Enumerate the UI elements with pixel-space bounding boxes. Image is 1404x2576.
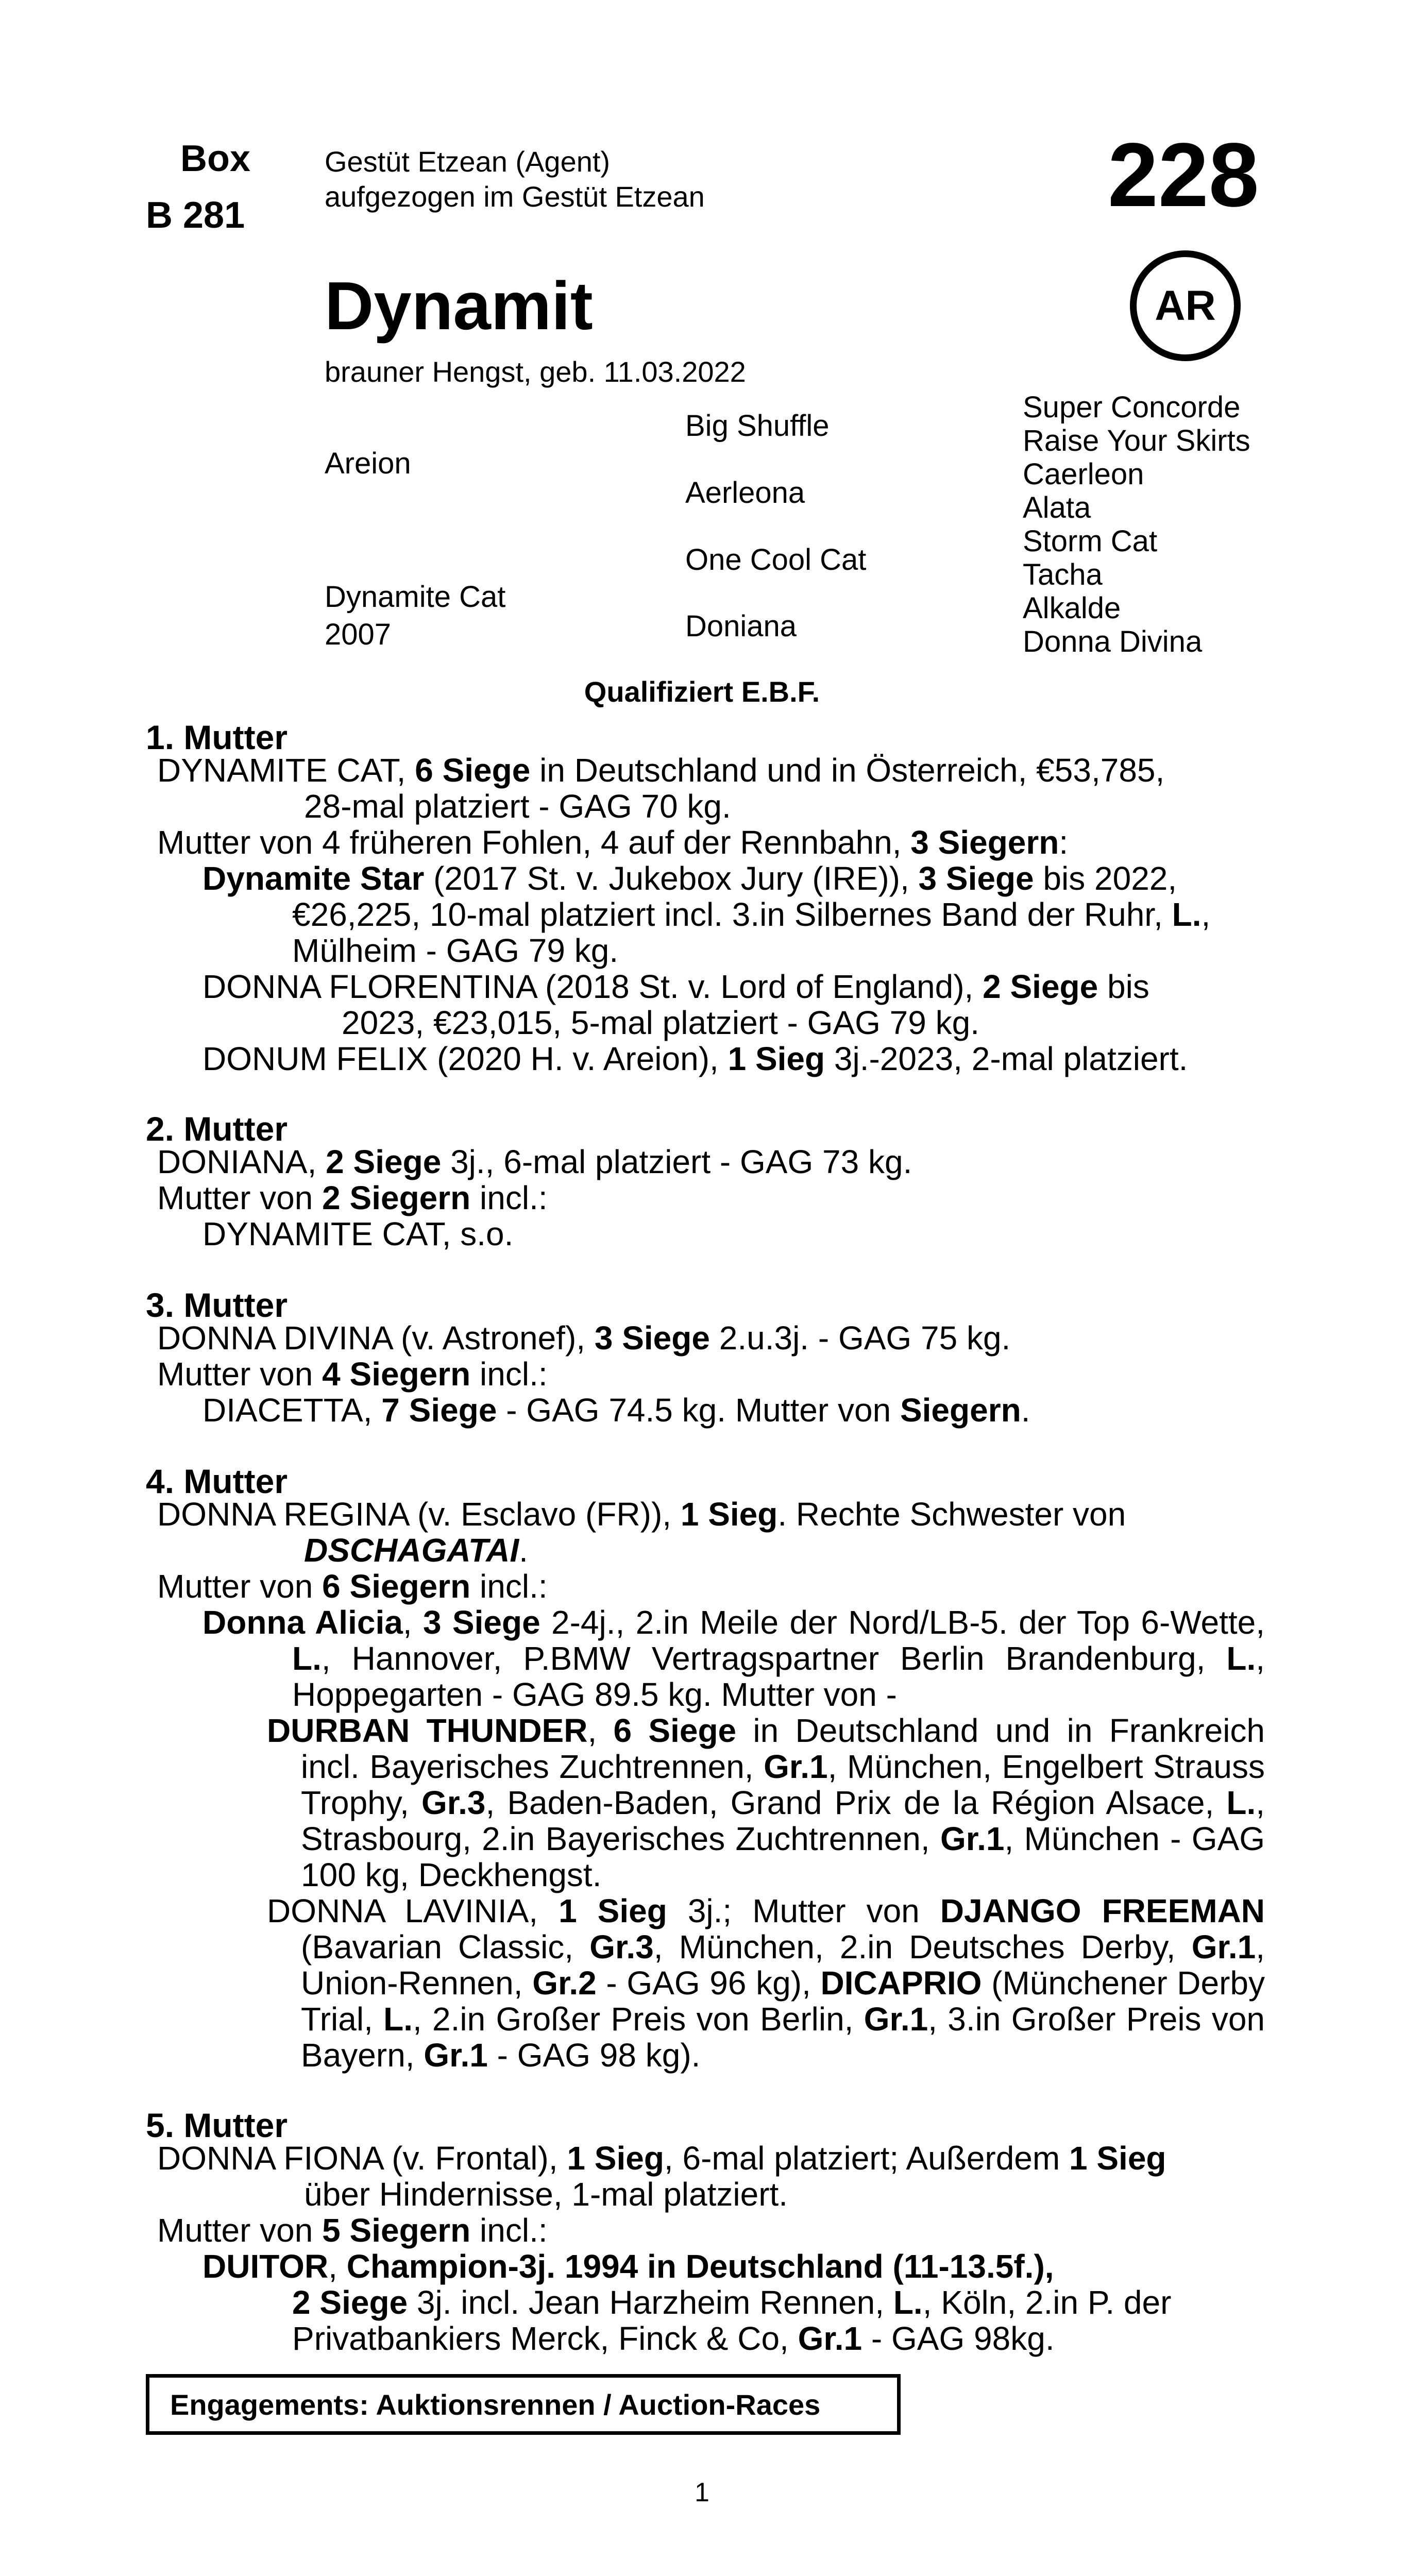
family-entry: DURBAN THUNDER, 6 Siege in Deutschland und in Frankreich incl. Bayerisches Zuchtrennen, Gr.1, München, Engelbert Strauss Trophy, Gr.3, Baden-Baden, Grand Prix de la Région Alsace, L., Strasbourg, 2.in Bayerisches Zuchtrennen, Gr.1, München - GAG 100 kg, Deckhengst. — [267, 1712, 1265, 1893]
pedigree-dam: Dynamite Cat — [325, 580, 506, 614]
family-entry: DONUM FELIX (2020 H. v. Areion), 1 Sieg 3j.-2023, 2-mal platziert. — [202, 1040, 1188, 1077]
pedigree-gen3-item: Tacha — [1023, 558, 1103, 591]
family-entry: Mutter von 4 früheren Fohlen, 4 auf der Rennbahn, 3 Siegern: — [157, 824, 1069, 861]
pedigree-gen3-item: Super Concorde — [1023, 391, 1241, 424]
engagements-box — [146, 2374, 901, 2435]
family-entry: DONNA FLORENTINA (2018 St. v. Lord of England), 2 Siege bis 2023, €23,015, 5-mal platziert - GAG 79 kg. — [202, 968, 1149, 1041]
page-number: 1 — [695, 2478, 709, 2507]
pedigree-gen3-item: Alata — [1023, 491, 1091, 524]
qualification: Qualifiziert E.B.F. — [584, 675, 820, 708]
lot-number: 228 — [1108, 125, 1259, 226]
section-title: 5. Mutter — [146, 2106, 288, 2144]
pedigree-gen3-item: Raise Your Skirts — [1023, 424, 1250, 457]
family-entry: DONNA REGINA (v. Esclavo (FR)), 1 Sieg. Rechte Schwester von DSCHAGATAI. — [157, 1496, 1126, 1569]
pedigree-gen3-item: Alkalde — [1023, 591, 1121, 625]
section-title: 2. Mutter — [146, 1110, 288, 1148]
family-entry: Mutter von 4 Siegern incl.: — [157, 1355, 548, 1393]
ar-badge — [1130, 250, 1241, 361]
pedigree-gen3-item: Donna Divina — [1023, 625, 1203, 658]
pedigree-dam-year: 2007 — [325, 618, 392, 651]
family-entry: Donna Alicia, 3 Siege 2-4j., 2.in Meile der Nord/LB-5. der Top 6-Wette, L., Hannover, P.BMW Vertragspartner Berlin Brandenburg, L., Hoppegarten - GAG 89.5 kg. Mutter von - — [202, 1604, 1265, 1713]
box-label: Box — [180, 138, 251, 179]
section-title: 3. Mutter — [146, 1286, 288, 1324]
family-entry: DONNA DIVINA (v. Astronef), 3 Siege 2.u.3j. - GAG 75 kg. — [157, 1319, 1011, 1357]
section-title: 4. Mutter — [146, 1462, 288, 1500]
engagements-text: Engagements: Auktionsrennen / Auction-Races — [170, 2388, 821, 2421]
horse-name: Dynamit — [325, 268, 593, 344]
pedigree-gen2-item: One Cool Cat — [685, 543, 867, 577]
pedigree-gen3-item: Caerleon — [1023, 457, 1144, 491]
section-title: 1. Mutter — [146, 718, 288, 756]
family-entry: Dynamite Star (2017 St. v. Jukebox Jury (IRE)), 3 Siege bis 2022, €26,225, 10-mal platziert incl. 3.in Silbernes Band der Ruhr, L., Mülheim - GAG 79 kg. — [202, 860, 1211, 969]
pedigree-sire: Areion — [325, 447, 411, 480]
pedigree-gen3-item: Storm Cat — [1023, 524, 1158, 558]
pedigree-gen2-item: Big Shuffle — [685, 409, 830, 443]
family-entry: Mutter von 2 Siegern incl.: — [157, 1179, 548, 1216]
family-entry: Mutter von 6 Siegern incl.: — [157, 1568, 548, 1605]
family-entry: DUITOR, Champion-3j. 1994 in Deutschland (11-13.5f.), 2 Siege 3j. incl. Jean Harzheim Rennen, L., Köln, 2.in P. der Privatbankiers Merck, Finck & Co, Gr.1 - GAG 98kg. — [202, 2248, 1172, 2357]
family-entry: DONIANA, 2 Siege 3j., 6-mal platziert - GAG 73 kg. — [157, 1143, 912, 1180]
family-entry: DONNA LAVINIA, 1 Sieg 3j.; Mutter von DJANGO FREEMAN (Bavarian Classic, Gr.3, München, 2.in Deutsches Derby, Gr.1, Union-Rennen, Gr.2 - GAG 96 kg), DICAPRIO (Münchener Derby Trial, L., 2.in Großer Preis von Berlin, Gr.1, 3.in Großer Preis von Bayern, Gr.1 - GAG 98 kg). — [267, 1892, 1265, 2074]
horse-description: brauner Hengst, geb. 11.03.2022 — [325, 355, 746, 388]
raised-at: aufgezogen im Gestüt Etzean — [325, 180, 705, 213]
family-entry: DONNA FIONA (v. Frontal), 1 Sieg, 6-mal platziert; Außerdem 1 Sieg über Hindernisse, 1-mal platziert. — [157, 2140, 1166, 2213]
breeder: Gestüt Etzean (Agent) — [325, 145, 611, 178]
pedigree-gen2-item: Aerleona — [685, 476, 805, 510]
family-entry: DYNAMITE CAT, s.o. — [202, 1215, 514, 1252]
ar-badge-label: AR — [1155, 282, 1216, 329]
family-entry: DIACETTA, 7 Siege - GAG 74.5 kg. Mutter von Siegern. — [202, 1392, 1030, 1429]
family-entry: DYNAMITE CAT, 6 Siege in Deutschland und in Österreich, €53,785, 28-mal platziert - GAG 70 kg. — [157, 752, 1165, 825]
box-number: B 281 — [146, 195, 245, 236]
family-entry: Mutter von 5 Siegern incl.: — [157, 2212, 548, 2249]
pedigree-gen2-item: Doniana — [685, 609, 797, 643]
